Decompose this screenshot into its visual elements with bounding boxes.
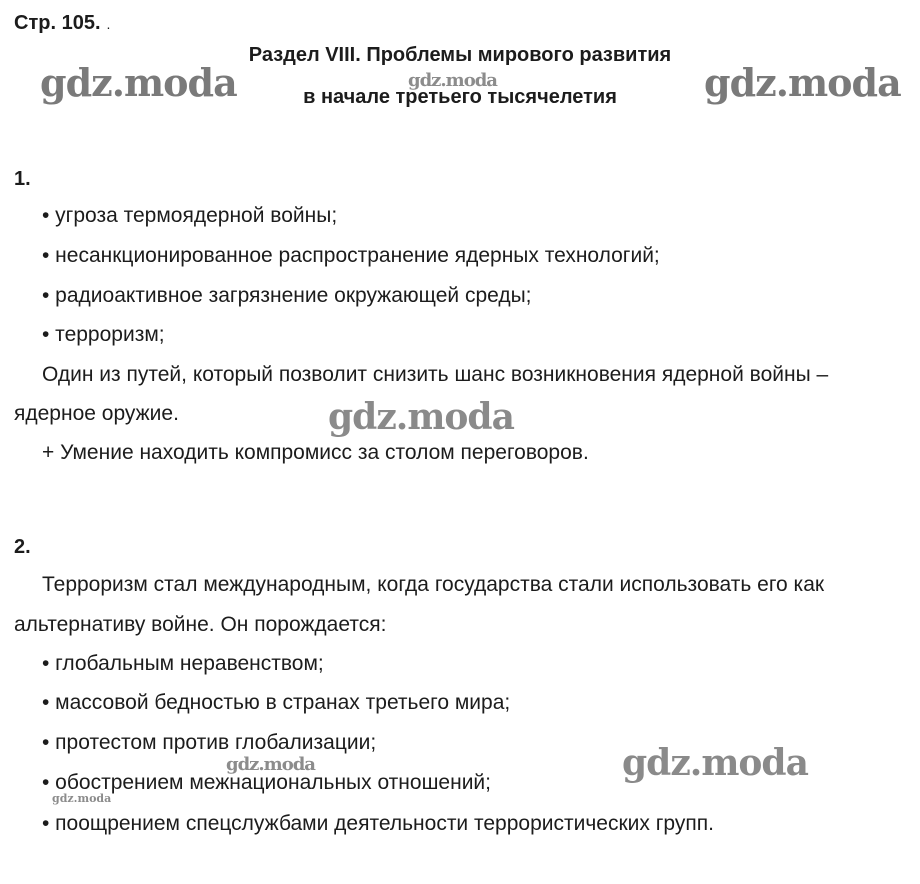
list-item: • глобальным неравенством;: [42, 652, 324, 675]
watermark-logo: gdz.moda: [408, 70, 497, 91]
watermark-logo: gdz.moda: [328, 396, 514, 438]
paragraph-line: Один из путей, который позволит снизить шанс возникновения ядерной войны –: [42, 363, 829, 386]
page-number-text: Стр. 105.: [14, 12, 101, 34]
watermark-logo: gdz.moda: [226, 754, 315, 775]
list-item: • угроза термоядерной войны;: [42, 204, 338, 227]
page-number-label: [14, 12, 110, 35]
list-item: • протестом против глобализации;: [42, 731, 377, 754]
list-item: • обострением межнациональных отношений;: [42, 771, 491, 794]
watermark-logo: gdz.moda: [704, 60, 901, 105]
page-number-suffix: .: [106, 16, 111, 32]
list-item: • массовой бедностью в странах третьего мира;: [42, 691, 511, 714]
section-title-line-2: в начале третьего тысячелетия: [303, 86, 617, 108]
paragraph-line: альтернативу войне. Он порождается:: [14, 613, 387, 636]
list-item: • терроризм;: [42, 323, 165, 346]
section-1-number: 1.: [14, 168, 31, 190]
list-item: • радиоактивное загрязнение окружающей среды;: [42, 284, 532, 307]
list-item: • поощрением спецслужбами деятельности террористических групп.: [42, 812, 714, 835]
paragraph-line: + Умение находить компромисс за столом переговоров.: [42, 441, 589, 464]
paragraph-line: ядерное оружие.: [14, 402, 179, 425]
section-title-line-1: Раздел VIII. Проблемы мирового развития: [248, 44, 672, 66]
watermark-logo: gdz.moda: [622, 742, 808, 784]
section-2-number: 2.: [14, 536, 31, 558]
watermark-logo: gdz.moda: [40, 60, 237, 105]
list-item: • несанкционированное распространение ядерных технологий;: [42, 244, 660, 267]
watermark-logo: gdz.moda: [52, 792, 112, 805]
paragraph-line: Терроризм стал международным, когда государства стали использовать его как: [42, 573, 825, 596]
